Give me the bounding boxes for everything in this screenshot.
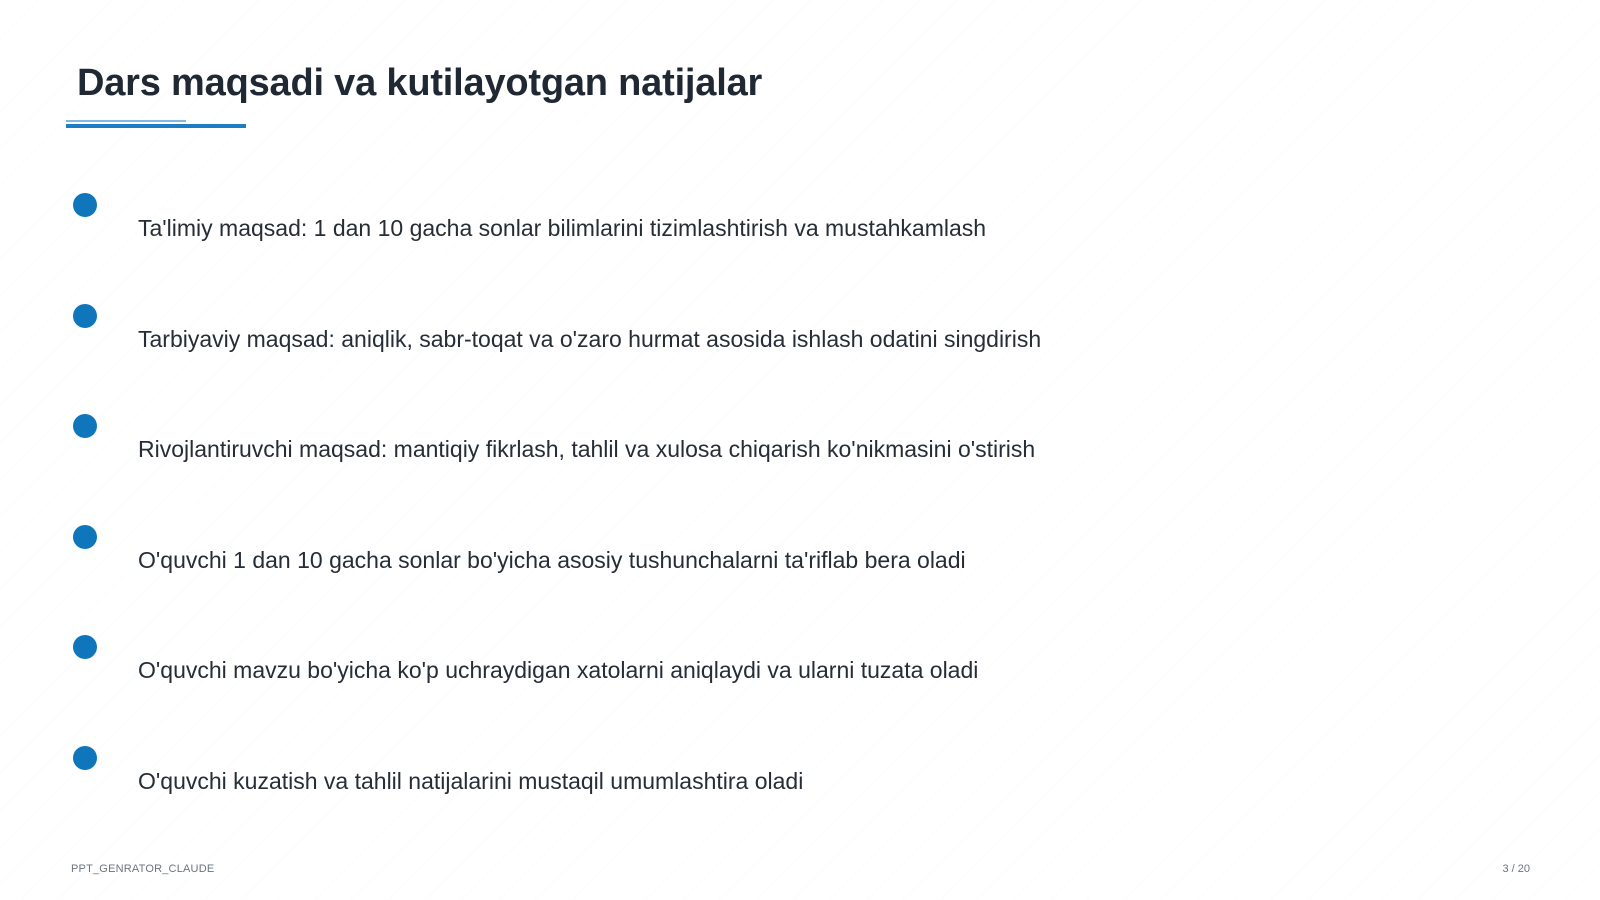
slide-title: Dars maqsadi va kutilayotgan natijalar (77, 62, 763, 104)
footer-label: PPT_GENRATOR_CLAUDE (71, 863, 215, 875)
bullet-item (72, 635, 1372, 695)
bullet-item (72, 304, 1372, 364)
bullet-text: Ta'limiy maqsad: 1 dan 10 gacha sonlar bilimlarini tizimlashtirish va mustahkamlash (138, 215, 987, 241)
bullet-dot-icon (73, 304, 97, 328)
bullet-dot-icon (73, 414, 97, 438)
bullet-dot-icon (73, 635, 97, 659)
bullet-item (72, 414, 1372, 474)
bullet-dot-icon (73, 746, 97, 770)
bullet-text: O'quvchi 1 dan 10 gacha sonlar bo'yicha asosiy tushunchalarni ta'riflab bera oladi (138, 547, 966, 573)
bullet-item (72, 525, 1372, 585)
bullet-text: O'quvchi kuzatish va tahlil natijalarini mustaqil umumlashtira oladi (138, 768, 804, 794)
bullet-item (72, 746, 1372, 806)
bullet-dot-icon (73, 193, 97, 217)
page-indicator: 3 / 20 (1502, 863, 1530, 875)
bullet-dot-icon (73, 525, 97, 549)
bullet-text: Tarbiyaviy maqsad: aniqlik, sabr-toqat va o'zaro hurmat asosida ishlash odatini singdirish (138, 326, 1042, 352)
bullet-item (72, 193, 1372, 253)
bullet-text: O'quvchi mavzu bo'yicha ko'p uchraydigan xatolarni aniqlaydi va ularni tuzata oladi (138, 657, 979, 683)
bullet-text: Rivojlantiruvchi maqsad: mantiqiy fikrlash, tahlil va xulosa chiqarish ko'nikmasini o'stirish (138, 436, 1036, 462)
